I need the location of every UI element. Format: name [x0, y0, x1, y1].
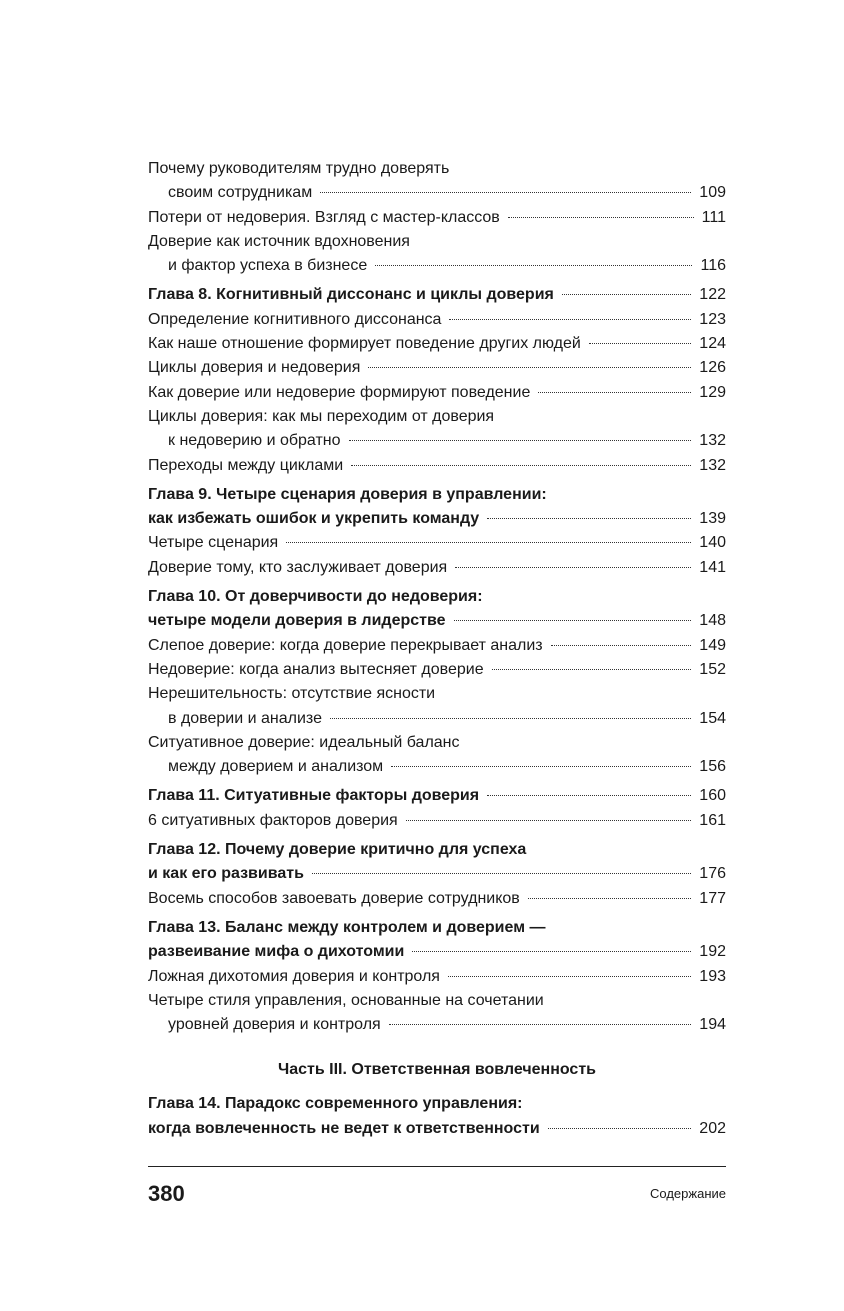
toc-entry[interactable]	[148, 887, 726, 911]
toc-page-number: 123	[699, 310, 726, 328]
toc-entry-title-line: к недоверию и обратно	[168, 432, 341, 450]
toc-page-number: 160	[699, 787, 726, 805]
toc-page-number: 141	[699, 558, 726, 576]
toc-entry[interactable]	[148, 658, 726, 682]
toc-entry-title-line: Определение когнитивного диссонанса	[148, 310, 442, 328]
dot-leader	[551, 645, 692, 646]
toc-entry-title-line: когда вовлеченность не ведет к ответственности	[148, 1119, 540, 1137]
toc-entry-title-line: и как его развивать	[148, 865, 304, 883]
dot-leader	[312, 873, 691, 874]
toc-page-number: 149	[699, 636, 726, 654]
dot-leader	[330, 718, 691, 719]
dot-leader	[389, 1024, 692, 1025]
dot-leader	[487, 518, 691, 519]
toc-entry-title-line: между доверием и анализом	[168, 758, 384, 776]
toc-page-number: 109	[699, 184, 726, 202]
toc-entry[interactable]	[148, 206, 726, 230]
toc-page-number: 177	[699, 889, 726, 907]
toc-page-number: 202	[699, 1119, 726, 1137]
toc-entry-title-line: 6 ситуативных факторов доверия	[148, 811, 398, 829]
toc-entry[interactable]	[148, 308, 726, 332]
toc-entry-title-line: Глава 11. Ситуативные факторы доверия	[148, 787, 480, 805]
toc-page-number: 132	[699, 432, 726, 450]
dot-leader	[548, 1128, 692, 1129]
toc-page-number: 111	[701, 208, 726, 226]
toc-page-number: 154	[699, 709, 726, 727]
toc-entry-title-line: Переходы между циклами	[148, 456, 344, 474]
dot-leader	[448, 976, 691, 977]
toc-page-number: 194	[699, 1016, 726, 1034]
toc-page-number: 193	[699, 967, 726, 985]
toc-page-number: 116	[700, 257, 726, 275]
toc-page-number: 176	[699, 865, 726, 883]
table-of-contents	[148, 157, 726, 1141]
toc-page-number: 126	[699, 359, 726, 377]
toc-page-number: 152	[699, 660, 726, 678]
toc-chapter-entry[interactable]	[148, 1092, 726, 1141]
toc-chapter-entry[interactable]	[148, 838, 726, 887]
toc-entry-title-line: Циклы доверия: как мы переходим от доверия	[148, 407, 495, 425]
dot-leader	[455, 567, 691, 568]
dot-leader	[508, 217, 694, 218]
running-footer-section: Содержание	[650, 1186, 726, 1201]
toc-entry[interactable]	[148, 356, 726, 380]
page-number: 380	[148, 1181, 185, 1206]
toc-page-number: 148	[699, 612, 726, 630]
toc-entry-title-line: Четыре стиля управления, основанные на сочетании	[148, 991, 544, 1009]
toc-entry-title-line: Глава 10. От доверчивости до недоверия:	[148, 588, 483, 606]
toc-entry[interactable]	[148, 556, 726, 580]
toc-entry-title-line: Как доверие или недоверие формируют поведение	[148, 383, 531, 401]
toc-entry-title-line: Доверие как источник вдохновения	[148, 232, 410, 250]
toc-entry-title-line: Циклы доверия и недоверия	[148, 359, 361, 377]
toc-entry[interactable]	[148, 809, 726, 833]
toc-entry-title-line: Четыре сценария	[148, 534, 279, 552]
toc-entry-title-line: Доверие тому, кто заслуживает доверия	[148, 558, 448, 576]
toc-page-number: 124	[699, 335, 726, 353]
toc-entry-title-line: как избежать ошибок и укрепить команду	[148, 510, 480, 528]
toc-entry-title-line: уровней доверия и контроля	[168, 1016, 381, 1034]
toc-entry[interactable]	[148, 965, 726, 989]
toc-entry-title-line: Восемь способов завоевать доверие сотрудников	[148, 889, 520, 907]
toc-entry-title-line: Ситуативное доверие: идеальный баланс	[148, 733, 460, 751]
toc-page-number: 132	[699, 456, 726, 474]
dot-leader	[454, 620, 692, 621]
dot-leader	[538, 392, 691, 393]
dot-leader	[320, 192, 691, 193]
toc-entry[interactable]	[148, 454, 726, 478]
toc-entry[interactable]	[148, 332, 726, 356]
toc-entry-title-line: Глава 12. Почему доверие критично для успеха	[148, 841, 527, 859]
toc-entry-title-line: четыре модели доверия в лидерстве	[148, 612, 446, 630]
dot-leader	[351, 465, 691, 466]
toc-entry-title-line: Потери от недоверия. Взгляд с мастер-классов	[148, 208, 500, 226]
part-heading: Часть III. Ответственная вовлеченность	[278, 1061, 596, 1079]
toc-entry-title-line: Слепое доверие: когда доверие перекрывает анализ	[148, 636, 543, 654]
toc-chapter-entry[interactable]	[148, 916, 726, 965]
dot-leader	[368, 367, 691, 368]
toc-chapter-entry[interactable]	[148, 483, 726, 532]
toc-chapter-entry[interactable]	[148, 585, 726, 634]
footer-rule	[148, 1166, 726, 1167]
toc-entry-title-line: Недоверие: когда анализ вытесняет доверие	[148, 660, 484, 678]
toc-entry-title-line: Ложная дихотомия доверия и контроля	[148, 967, 440, 985]
toc-entry[interactable]	[148, 381, 726, 405]
dot-leader	[528, 898, 692, 899]
toc-page-number: 129	[699, 383, 726, 401]
toc-entry-title-line: и фактор успеха в бизнесе	[168, 257, 368, 275]
toc-entry-title-line: Глава 13. Баланс между контролем и доверием —	[148, 918, 546, 936]
toc-entry[interactable]	[148, 230, 726, 279]
toc-entry-title-line: Почему руководителям трудно доверять	[148, 160, 450, 177]
dot-leader	[562, 294, 691, 295]
dot-leader	[391, 766, 691, 767]
toc-entry-title-line: Как наше отношение формирует поведение других людей	[148, 335, 581, 353]
toc-entry[interactable]	[148, 682, 726, 731]
toc-entry-title-line: Глава 9. Четыре сценария доверия в управлении:	[148, 485, 547, 503]
dot-leader	[492, 669, 692, 670]
toc-page-number: 192	[699, 943, 726, 961]
dot-leader	[589, 343, 691, 344]
toc-entry-title-line: Глава 14. Парадокс современного управления:	[148, 1095, 523, 1113]
toc-entry-title-line: Нерешительность: отсутствие ясности	[148, 685, 436, 703]
toc-page-number: 161	[699, 811, 726, 829]
dot-leader	[286, 542, 691, 543]
dot-leader	[349, 440, 692, 441]
toc-entry-title-line: Глава 8. Когнитивный диссонанс и циклы доверия	[148, 286, 554, 304]
toc-page-number: 140	[699, 534, 726, 552]
dot-leader	[375, 265, 692, 266]
toc-entry[interactable]	[148, 731, 726, 780]
dot-leader	[406, 820, 692, 821]
toc-entry[interactable]	[148, 634, 726, 658]
toc-entry[interactable]	[148, 531, 726, 555]
toc-page-number: 156	[699, 758, 726, 776]
toc-entry[interactable]	[148, 157, 726, 206]
toc-entry-title-line: в доверии и анализе	[168, 709, 322, 727]
toc-entry[interactable]	[148, 989, 726, 1038]
toc-chapter-entry[interactable]	[148, 784, 726, 808]
toc-entry[interactable]	[148, 405, 726, 454]
toc-entry-title-line: своим сотрудникам	[168, 184, 313, 202]
toc-entry-title-line: развеивание мифа о дихотомии	[148, 943, 405, 961]
toc-chapter-entry[interactable]	[148, 283, 726, 307]
dot-leader	[487, 795, 691, 796]
dot-leader	[449, 319, 691, 320]
dot-leader	[412, 951, 691, 952]
toc-page-number: 139	[699, 510, 726, 528]
toc-page-number: 122	[699, 286, 726, 304]
